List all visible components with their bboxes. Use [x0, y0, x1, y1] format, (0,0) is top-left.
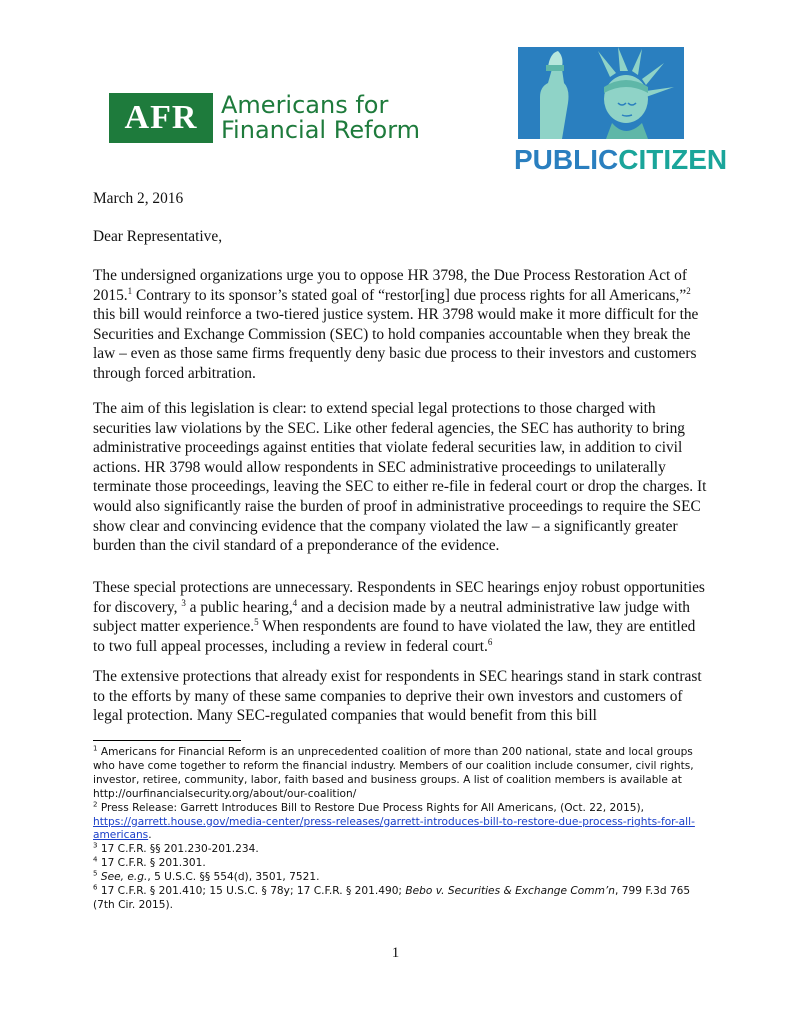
footnote-5 — [93, 871, 707, 885]
footnote-5-number: 5 — [93, 869, 98, 878]
page-number: 1 — [391, 945, 400, 961]
footnote-ref-6: 6 — [487, 636, 493, 647]
footnote-ref-5: 5 — [254, 617, 259, 628]
footnotes — [93, 746, 707, 913]
footnote-2-end: . — [148, 829, 152, 842]
footnote-2-text: Press Release: Garrett Introduces Bill to Restore Due Process Rights for All Americans, (Oct. 22, 2015), — [97, 801, 644, 814]
p3-text-b: a public hearing, — [185, 598, 293, 616]
footnote-4-text: 17 C.F.R. § 201.301. — [97, 857, 206, 870]
paragraph-3 — [93, 578, 707, 656]
p3-text-c: and a decision made by a neutral administrative law judge with subject matter experience. — [93, 598, 690, 636]
footnote-6-number: 6 — [93, 883, 98, 892]
footnote-2-number: 2 — [93, 800, 98, 809]
afr-logo — [109, 93, 420, 143]
footnote-1-number: 1 — [93, 744, 98, 753]
footnote-5-signal: See, e.g. — [100, 871, 148, 884]
p2-text: The aim of this legislation is clear: to extend special legal protections to those charged with securities law violations by the SEC. Like other federal agencies, the SEC has authority to bring administrative proceedings against entities that violate federal securities law, in addition to civil actions. HR 3798 would allow respondents in SEC administrative proceedings to unilaterally terminate those proceedings, leaving the SEC to either re-file in federal court or drop the charges. It would also significantly raise the burden of proof in administrative proceedings to require the SEC show clear and convincing evidence that the company violated the law – a significantly greater burden than the civil standard of a preponderance of the evidence. — [93, 400, 707, 555]
afr-logo-wordmark — [221, 93, 420, 143]
footnote-3 — [93, 843, 707, 857]
pc-citizen-text: CITIZEN — [618, 144, 728, 175]
footnote-1 — [93, 746, 707, 802]
public-citizen-wordmark — [514, 144, 728, 175]
footnote-ref-4: 4 — [292, 597, 298, 608]
footnote-ref-1: 1 — [127, 285, 133, 296]
afr-logo-mark: AFR — [109, 93, 213, 143]
p1-text-a: The undersigned organizations urge you to oppose HR 3798, the Due Process Restoration Act of 2015. — [93, 267, 688, 304]
footnote-2 — [93, 802, 707, 844]
footnote-3-text: 17 C.F.R. §§ 201.230-201.234. — [97, 843, 259, 856]
press-release-link[interactable]: https://garrett.house.gov/media-center/press-releases/garrett-introduces-bill-to-restore-due-process-rights-for-all-americans — [93, 815, 695, 842]
footnote-divider — [93, 740, 241, 741]
statue-of-liberty-icon — [518, 47, 684, 139]
public-citizen-logo — [514, 47, 728, 179]
p4-text: The extensive protections that already exist for respondents in SEC hearings stand in stark contrast to the efforts by many of these same companies to deprive their own investors and customers of legal protection. Many SEC-regulated companies that would benefit from this bill — [93, 668, 702, 725]
paragraph-1 — [93, 266, 707, 384]
p1-text-b: Contrary to its sponsor’s stated goal of “restor[ing] due process rights for all Americans,” — [132, 286, 687, 304]
footnote-6 — [93, 885, 707, 913]
p1-text-c: this bill would reinforce a two-tiered justice system. HR 3798 would make it more difficult for the Securities and Exchange Commission (SEC) to hold companies accountable when they break the law – even as those same firms frequently deny basic due process to their investors and customers through forced arbitration. — [93, 306, 699, 382]
letter-date: March 2, 2016 — [93, 190, 184, 207]
footnote-ref-3: 3 — [181, 597, 186, 608]
paragraph-4 — [93, 667, 707, 726]
footnote-6-end: , 799 F.3d 765 (7th Cir. 2015). — [93, 885, 691, 911]
footnote-4 — [93, 857, 707, 871]
footnote-ref-2: 2 — [686, 285, 691, 296]
footnote-6-case-name: Bebo v. Securities & Exchange Comm’n — [405, 885, 615, 898]
salutation: Dear Representative, — [93, 228, 223, 245]
afr-logo-line2: Financial Reform — [221, 116, 421, 144]
paragraph-2 — [93, 399, 707, 556]
footnote-5-text: , 5 U.S.C. §§ 554(d), 3501, 7521. — [147, 871, 320, 884]
pc-public-text: PUBLIC — [514, 144, 619, 175]
afr-logo-line1: Americans for — [221, 91, 389, 119]
footnote-6-text: 17 C.F.R. § 201.410; 15 U.S.C. § 78y; 17 C.F.R. § 201.490; — [97, 885, 406, 898]
footnote-1-text: Americans for Financial Reform is an unprecedented coalition of more than 200 national, state and local groups who have come together to reform the financial industry. Members of our coalition include consumer, civil rights, investor, retiree, community, labor, faith based and business groups. A list of coalition members is available at http://ourfinancialsecurity.org/about/our-coalition/ — [93, 746, 694, 800]
footnote-3-number: 3 — [93, 841, 98, 850]
p3-text-a: These special protections are unnecessary. Respondents in SEC hearings enjoy robust opportunities for discovery, — [93, 579, 705, 616]
footnote-4-number: 4 — [93, 855, 98, 864]
p3-text-d: When respondents are found to have violated the law, they are entitled to two full appeal processes, including a review in federal court. — [93, 618, 696, 655]
